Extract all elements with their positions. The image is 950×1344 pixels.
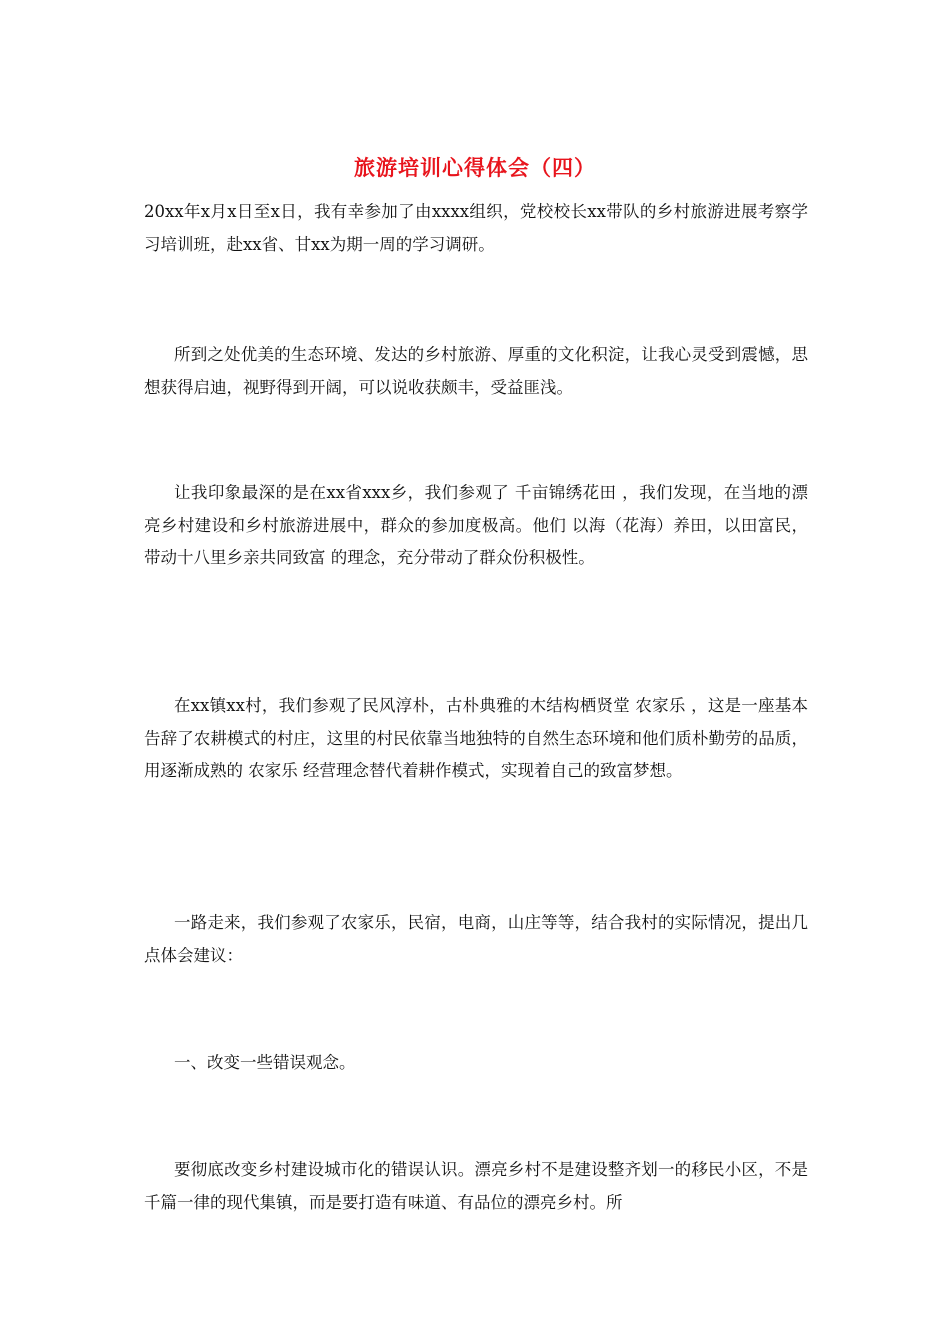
paragraph-farmhouse: 在xx镇xx村，我们参观了民风淳朴，古朴典雅的木结构栖贤堂 农家乐 ，这是一座基本告辞了农耕模式的村庄，这里的村民依靠当地独特的自然生态环境和他们质朴勤劳的品质，用逐渐成熟的 农家乐 经营理念替代着耕作模式，实现着自己的致富梦想。 bbox=[144, 696, 808, 780]
paragraph-suggestions-intro: 一路走来，我们参观了农家乐，民宿，电商，山庄等等，结合我村的实际情况，提出几点体会建议： bbox=[144, 913, 808, 965]
paragraph-change-concepts: 要彻底改变乡村建设城市化的错误认识。漂亮乡村不是建设整齐划一的移民小区，不是千篇一律的现代集镇，而是要打造有味道、有品位的漂亮乡村。所 bbox=[144, 1160, 808, 1212]
document-title: 旅游培训心得体会（四） bbox=[354, 155, 596, 180]
paragraph-flower-field: 让我印象最深的是在xx省xxx乡，我们参观了 千亩锦绣花田 ，我们发现，在当地的漂亮乡村建设和乡村旅游进展中，群众的参加度极高。他们 以海（花海）养田，以田富民，带动十八里乡亲共同致富 的理念，充分带动了群众份积极性。 bbox=[144, 483, 808, 567]
paragraph-intro: 20xx年x月x日至x日，我有幸参加了由xxxx组织，党校校长xx带队的乡村旅游进展考察学习培训班，赴xx省、甘xx为期一周的学习调研。 bbox=[144, 202, 808, 254]
paragraph-impression: 所到之处优美的生态环境、发达的乡村旅游、厚重的文化积淀，让我心灵受到震憾，思想获得启迪，视野得到开阔，可以说收获颇丰，受益匪浅。 bbox=[144, 345, 808, 397]
paragraph-section-heading: 一、改变一些错误观念。 bbox=[174, 1053, 356, 1072]
